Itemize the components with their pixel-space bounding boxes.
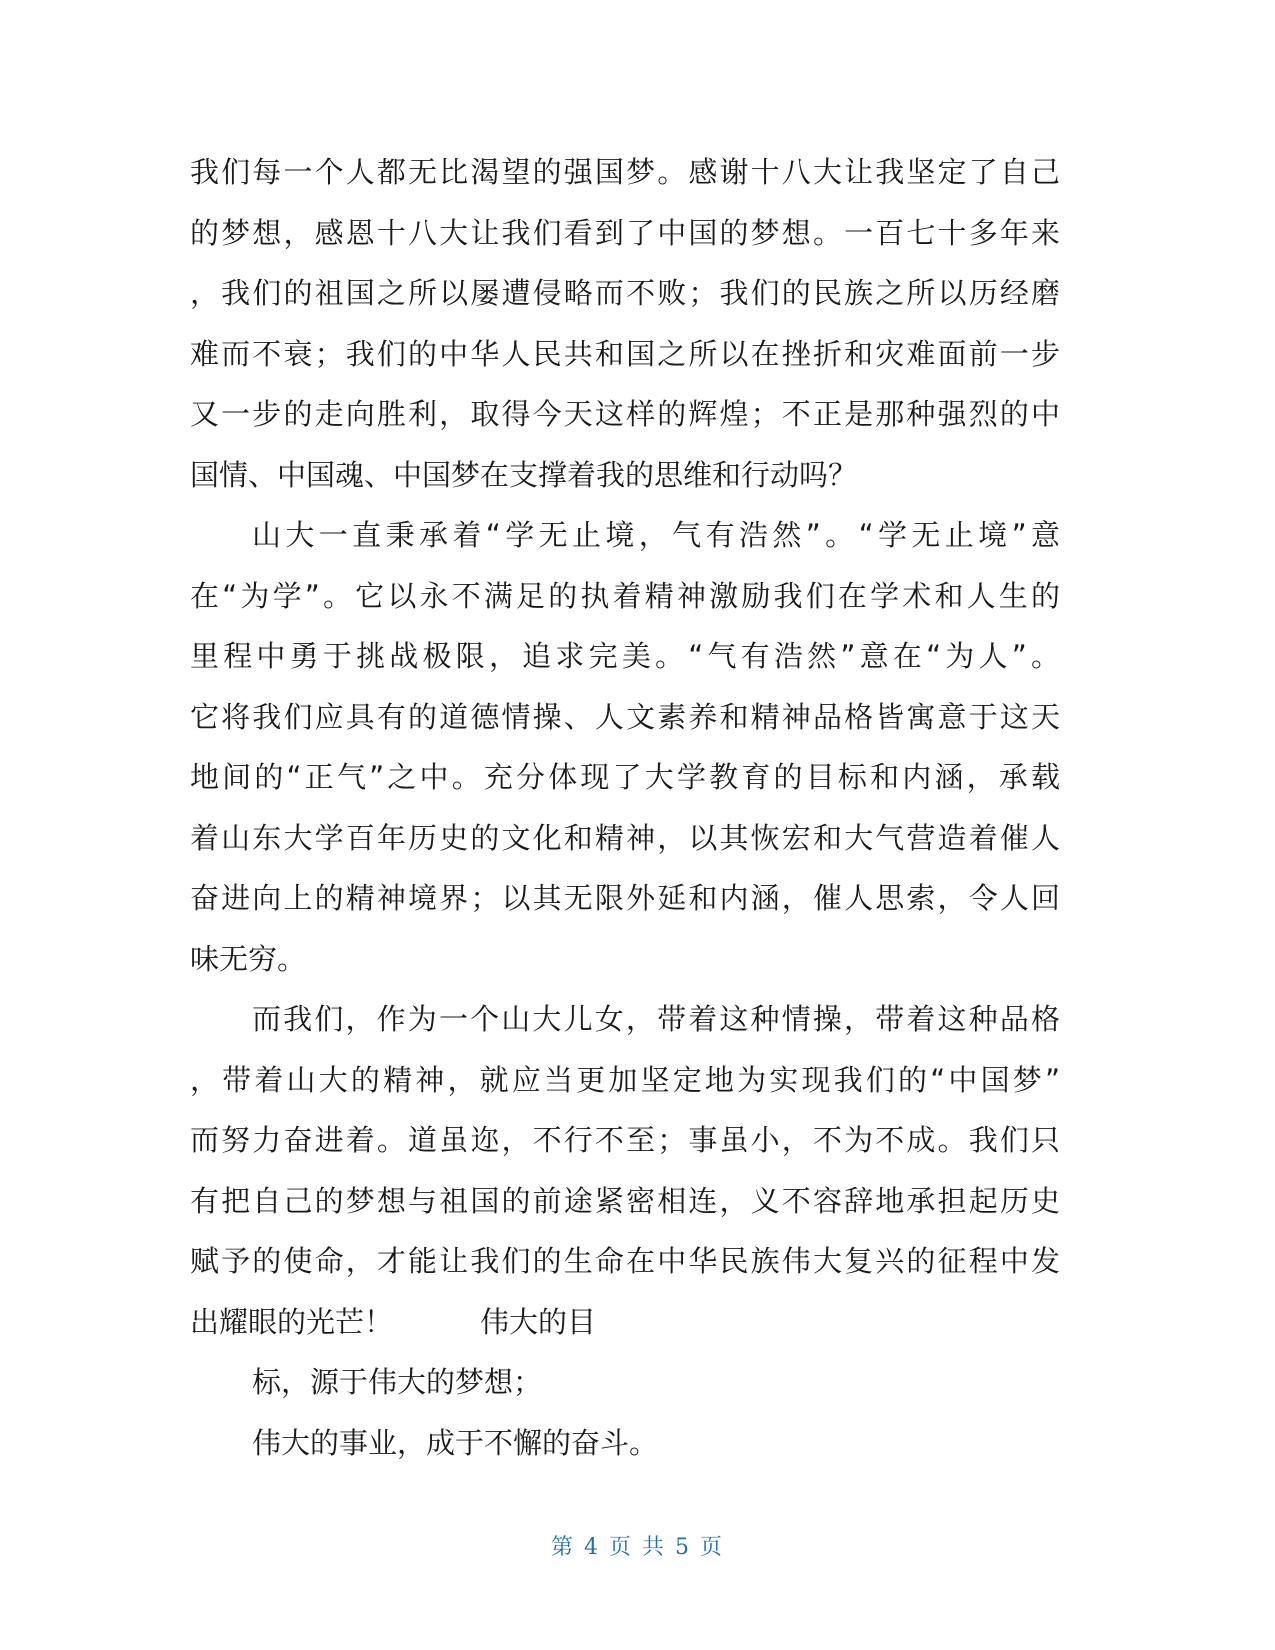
text-line: 国情、中国魂、中国梦在支撑着我的思维和行动吗？ [190,457,858,492]
text-line: 而努力奋进着。道虽迩，不行不至；事虽小，不为不成。我们只 [190,1123,1060,1157]
text-line: 山大一直秉承着“学无止境，气有浩然”。“学无止境”意 [252,518,1060,552]
text-line: 出耀眼的光芒！ 伟大的目 [190,1304,597,1339]
text-line: ，带着山大的精神，就应当更加坚定地为实现我们的“中国梦” [190,1062,1060,1097]
text-line: 着山东大学百年历史的文化和精神，以其恢宏和大气营造着催人 [190,820,1060,855]
text-line: 味无穷。 [190,941,307,976]
text-line: 难而不衰；我们的中华人民共和国之所以在挫折和灾难面前一步 [190,336,1060,371]
text-line: 有把自己的梦想与祖国的前途紧密相连，义不容辞地承担起历史 [190,1183,1060,1218]
text-line: 赋予的使命，才能让我们的生命在中华民族伟大复兴的征程中发 [190,1244,1060,1278]
text-line: 它将我们应具有的道德情操、人文素养和精神品格皆寓意于这天 [190,699,1060,734]
text-line: 标，源于伟大的梦想； [252,1365,543,1399]
text-line: 在“为学”。它以永不满足的执着精神激励我们在学术和人生的 [190,578,1060,613]
document-body [190,142,1060,1473]
text-line: 又一步的走向胜利，取得今天这样的辉煌；不正是那种强烈的中 [190,397,1060,431]
text-line: 里程中勇于挑战极限，追求完美。“气有浩然”意在“为人”。 [190,639,1060,673]
text-line: 地间的“正气”之中。充分体现了大学教育的目标和内涵，承载 [190,760,1060,794]
text-line: 而我们，作为一个山大儿女，带着这种情操，带着这种品格 [252,1002,1060,1036]
text-line: 奋进向上的精神境界；以其无限外延和内涵，催人思索，令人回 [190,881,1060,915]
text-line: ，我们的祖国之所以屡遭侵略而不败；我们的民族之所以历经磨 [190,276,1060,310]
text-line: 伟大的事业，成于不懈的奋斗。 [252,1425,659,1460]
text-line: 的梦想，感恩十八大让我们看到了中国的梦想。一百七十多年来 [190,215,1060,250]
page-number-footer: 第 4 页 共 5 页 [551,1535,724,1560]
text-line: 我们每一个人都无比渴望的强国梦。感谢十八大让我坚定了自己 [190,155,1060,189]
